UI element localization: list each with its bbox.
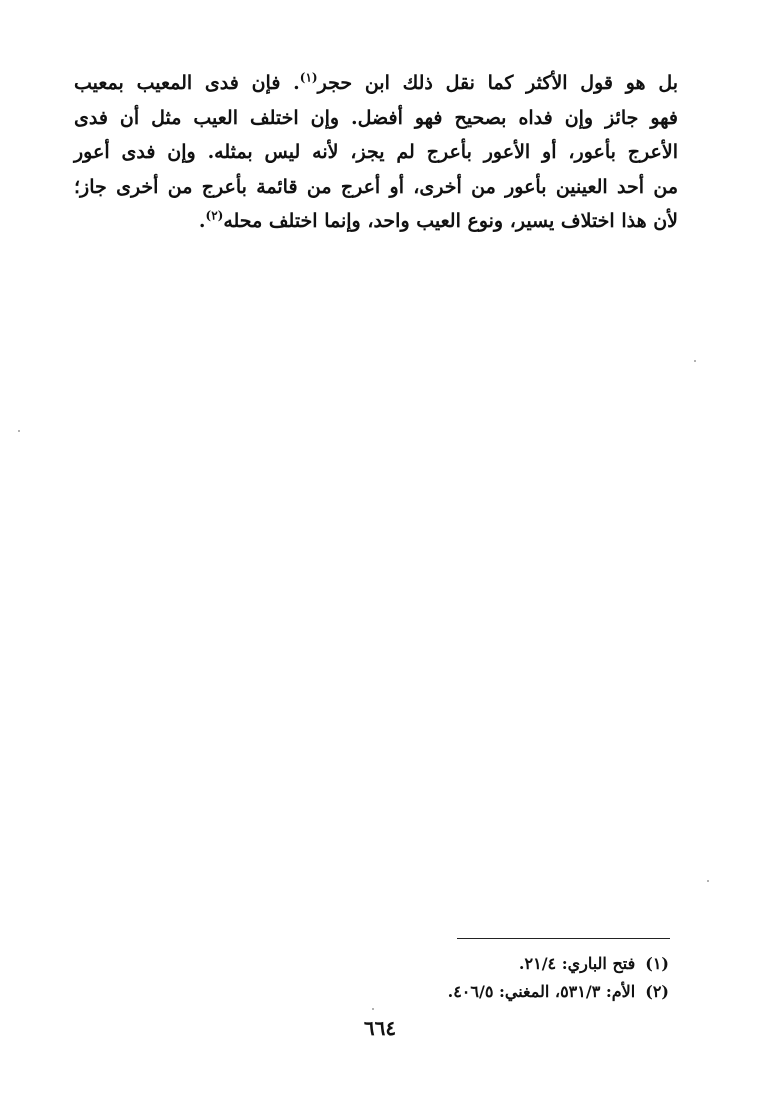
footnote-separator (457, 938, 670, 939)
scan-speck (372, 1008, 374, 1010)
footnote-1 (249, 950, 669, 978)
scan-speck (18, 430, 20, 432)
line-5-text: لأن هذا اختلاف يسير، ونوع العيب واحد، وإنما اختلف محله (223, 210, 678, 232)
footnote-2 (249, 978, 669, 1006)
paragraph-line-2: فهو جائز وإن فداه بصحيح فهو أفضل. وإن اختلف العيب مثل أن فدى (74, 106, 678, 129)
footnote-1-text: فتح الباري: ٢١/٤. (518, 954, 636, 973)
scan-speck (707, 880, 709, 882)
line-1-text-continued: . فإن فدى المعيب بمعيب (74, 72, 300, 94)
line-5-text-continued: . (198, 210, 206, 232)
page-number: ٦٦٤ (363, 1016, 397, 1040)
footnote-ref-2: (٢) (205, 208, 224, 223)
line-1-text: بل هو قول الأكثر كما نقل ذلك ابن حجر (317, 72, 678, 94)
footnotes (249, 950, 669, 1006)
paragraph-line-3: الأعرج بأعور، أو الأعور بأعرج لم يجز، لأنه ليس بمثله. وإن فدى أعور (74, 141, 678, 163)
paragraph-line-5 (74, 204, 678, 239)
main-paragraph (74, 66, 678, 239)
paragraph-line-1 (74, 66, 678, 101)
scan-speck (694, 360, 696, 362)
footnote-2-text: الأم: ٥٣١/٣، المغني: ٤٠٦/٥. (447, 982, 636, 1001)
paragraph-line-4: من أحد العينين بأعور من أخرى، أو أعرج من قائمة بأعرج من أخرى جاز؛ (74, 175, 678, 198)
footnote-1-number: (١) (645, 954, 669, 973)
footnote-2-number: (٢) (645, 982, 669, 1001)
footnote-ref-1: (١) (299, 70, 318, 85)
